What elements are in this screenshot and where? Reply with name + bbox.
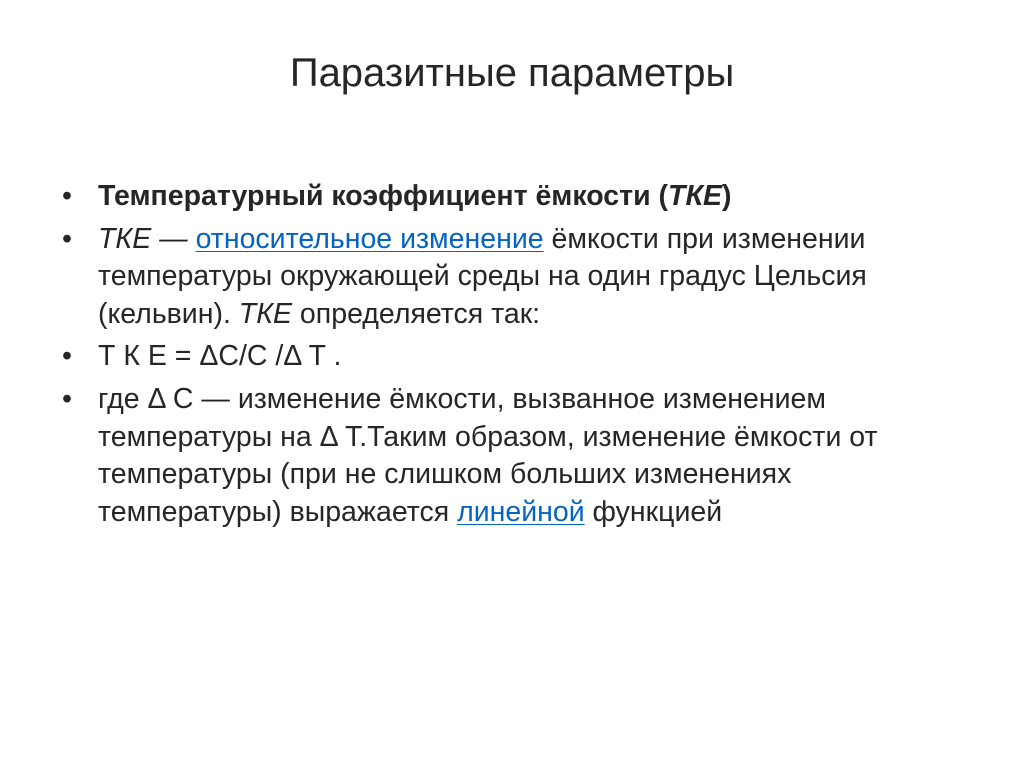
bullet-tke-formula — [62, 338, 972, 376]
linear-function-link[interactable]: линейной — [457, 495, 585, 528]
bullet-icon: • — [62, 340, 72, 373]
bullet-text — [98, 223, 867, 330]
bullet-tke-heading — [62, 178, 972, 216]
bullet-list — [62, 178, 972, 536]
bullet-icon: • — [62, 222, 72, 255]
bullet-text-part: ) — [722, 180, 732, 212]
tke-abbreviation: ТКЕ — [98, 222, 152, 255]
tke-abbreviation: ТКЕ — [668, 180, 722, 212]
bullet-tke-definition — [62, 221, 972, 334]
bullet-icon: • — [62, 180, 72, 212]
bullet-text — [98, 180, 732, 212]
bullet-text — [98, 383, 878, 528]
bullet-icon: • — [62, 382, 72, 415]
bullet-text-part: ёмкости при изменении температуры окружающей среды на один градус Цельсия (кельвин). — [98, 222, 867, 330]
tke-abbreviation: ТКЕ — [238, 297, 293, 330]
bullet-text-part: где Δ C — изменение ёмкости, вызванное изменением температуры на Δ T.Таким образом, изменение ёмкости от температуры (при не слишком больших изменениях температуры) выражается — [98, 382, 878, 528]
slide-title: Паразитные параметры — [289, 51, 735, 95]
formula-text: Т К Е = ΔC/C /Δ T . — [98, 340, 342, 373]
bullet-text-part: Температурный коэффициент ёмкости ( — [98, 180, 669, 212]
bullet-text-part: — — [151, 222, 196, 255]
bullet-tke-explanation — [62, 381, 972, 531]
bullet-text-part: функцией — [584, 495, 723, 528]
bullet-text-part: определяется так: — [292, 297, 541, 330]
relative-change-link[interactable]: относительное изменение — [195, 222, 544, 255]
